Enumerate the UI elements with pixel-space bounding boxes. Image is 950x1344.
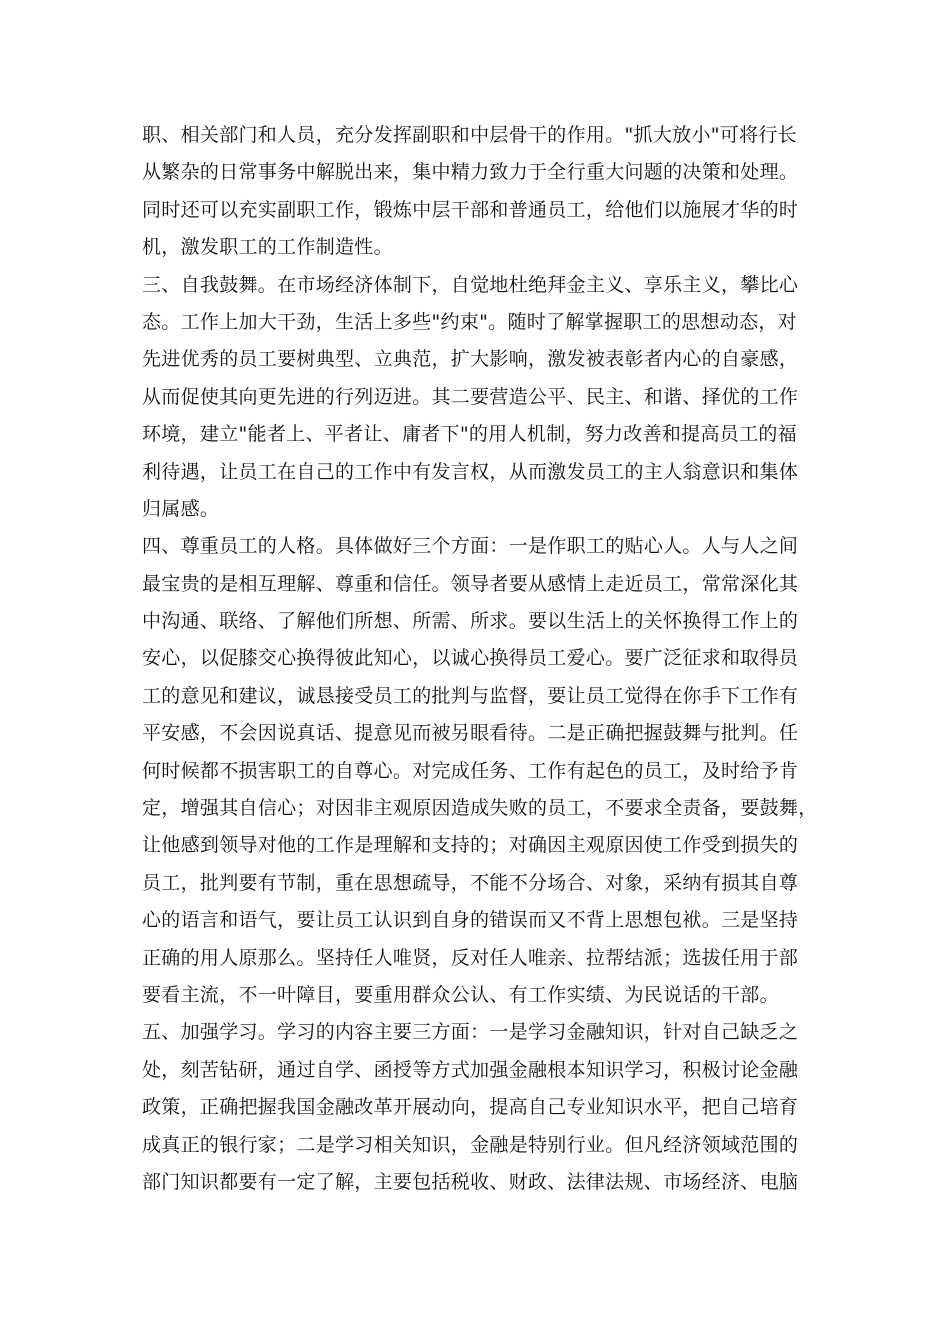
text-line: 平安感，不会因说真话、提意见而被另眼看待。二是正确把握鼓舞与批判。任 [142,722,799,745]
text-line: 利待遇，让员工在自己的工作中有发言权，从而激发员工的主人翁意识和集体 [142,460,799,483]
text-line: 心的语言和语气，要让员工认识到自身的错误而又不背上思想包袱。三是坚持 [142,909,799,932]
text-line: 何时候都不损害职工的自尊心。对完成任务、工作有起色的员工，及时给予肯 [142,759,799,782]
text-line: 定，增强其自信心；对因非主观原因造成失败的员工，不要求全责备，要鼓舞， [142,797,818,820]
text-line: 员工，批判要有节制，重在思想疏导，不能不分场合、对象，采纳有损其自尊 [142,871,799,894]
text-line: 要看主流，不一叶障目，要重用群众公认、有工作实绩、为民说话的干部。 [142,983,779,1006]
text-line: 归属感。 [142,497,220,520]
text-line: 工的意见和建议，诚恳接受员工的批判与监督，要让员工觉得在你手下工作有 [142,684,799,707]
text-line: 从繁杂的日常事务中解脱出来，集中精力致力于全行重大问题的决策和处理。 [142,161,799,184]
text-line: 职、相关部门和人员，充分发挥副职和中层骨干的作用。"抓大放小"可将行长 [142,124,797,146]
text-line: 最宝贵的是相互理解、尊重和信任。领导者要从感情上走近员工，常常深化其 [142,572,799,595]
text-line: 部门知识都要有一定了解，主要包括税收、财政、法律法规、市场经济、电脑 [142,1170,799,1193]
text-line: 安心，以促膝交心换得彼此知心，以诚心换得员工爱心。要广泛征求和取得员 [142,647,799,670]
text-line: 让他感到领导对他的工作是理解和支持的；对确因主观原因使工作受到损失的 [142,834,799,857]
text-line: 中沟通、联络、了解他们所想、所需、所求。要以生活上的关怀换得工作上的 [142,610,799,633]
section-heading-line: 四、尊重员工的人格。具体做好三个方面：一是作职工的贴心人。人与人之间 [142,535,799,558]
text-line: 环境，建立"能者上、平者让、庸者下"的用人机制，努力改善和提高员工的福 [142,423,797,446]
text-line: 政策，正确把握我国金融改革开展动向，提高自己专业知识水平，把自己培育 [142,1096,799,1119]
text-line: 成真正的银行家；二是学习相关知识，金融是特别行业。但凡经济领域范围的 [142,1133,799,1156]
text-line: 机，激发职工的工作制造性。 [142,236,393,259]
section-heading-line: 三、自我鼓舞。在市场经济体制下，自觉地杜绝拜金主义、享乐主义，攀比心 [142,273,799,296]
text-line: 正确的用人原那么。坚持任人唯贤，反对任人唯亲、拉帮结派；选拔任用于部 [142,946,799,969]
text-line: 先进优秀的员工要树典型、立典范，扩大影响，激发被表彰者内心的自豪感， [142,348,799,371]
section-heading-line: 五、加强学习。学习的内容主要三方面：一是学习金融知识，针对自己缺乏之 [142,1021,799,1044]
text-line: 处，刻苦钻研，通过自学、函授等方式加强金融根本知识学习，积极讨论金融 [142,1058,799,1081]
document-body [142,117,822,1201]
text-line: 从而促使其向更先进的行列迈进。其二要营造公平、民主、和谐、择优的工作 [142,385,799,408]
text-line: 态。工作上加大干劲，生活上多些"约束"。随时了解掌握职工的思想动态，对 [142,310,797,333]
text-line: 同时还可以充实副职工作，锻炼中层干部和普通员工，给他们以施展才华的时 [142,198,799,221]
